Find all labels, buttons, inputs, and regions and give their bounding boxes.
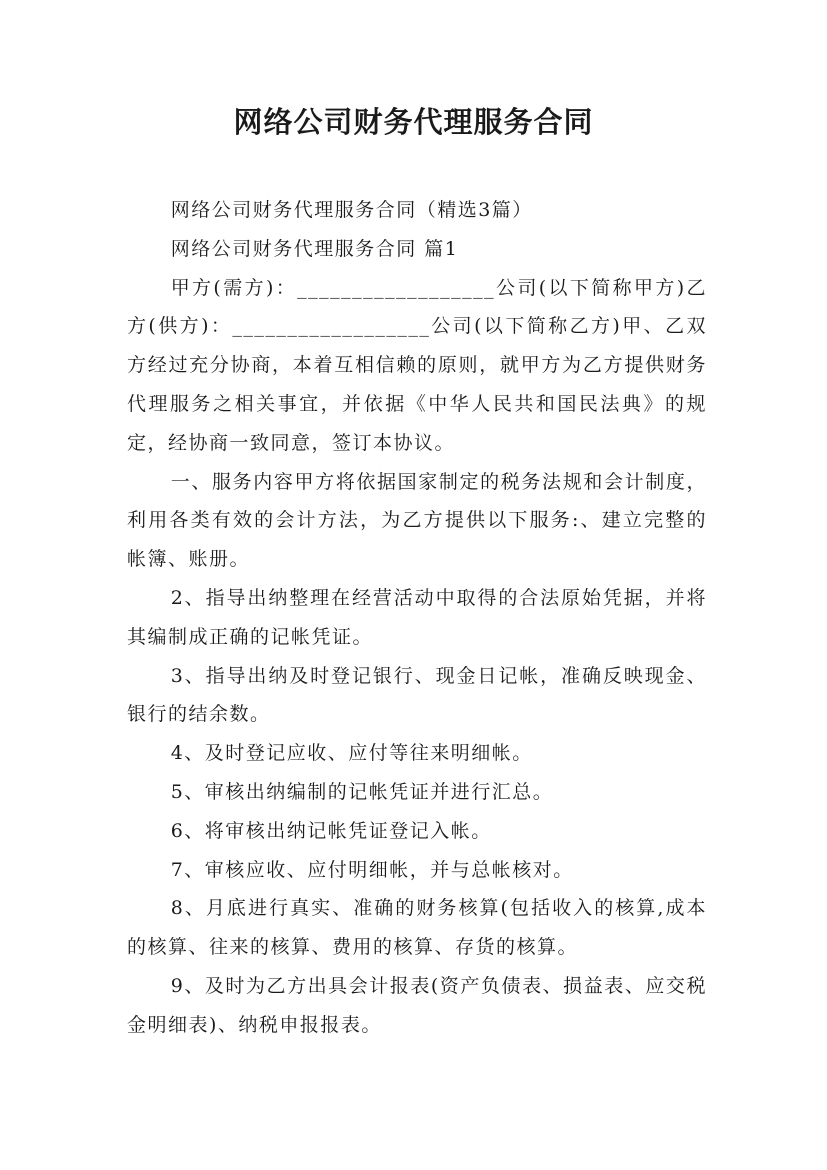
document-body [127, 191, 707, 1045]
paragraph-clause-8: 8、月底进行真实、准确的财务核算(包括收入的核算,成本的核算、往来的核算、费用的核算、存货的核算。 [127, 897, 707, 959]
paragraph-parties: 甲方(需方)：__________________公司(以下简称甲方)乙方(供方)：__________________公司(以下简称乙方)甲、乙双方经过充分协商，本着互相信赖的原则，就甲方为乙方提供财务代理服务之相关事宜，并依据《中华人民共和国民法典》的规定，经协商一致同意，签订本协议。 [127, 276, 707, 454]
paragraph-clause-7: 7、审核应收、应付明细帐，并与总帐核对。 [170, 858, 574, 881]
paragraph-clause-9: 9、及时为乙方出具会计报表(资产负债表、损益表、应交税金明细表)、纳税申报报表。 [127, 974, 707, 1036]
paragraph-clause-3: 3、指导出纳及时登记银行、现金日记帐，准确反映现金、银行的结余数。 [127, 664, 707, 726]
paragraph-clause-6: 6、将审核出纳记帐凭证登记入帐。 [170, 819, 492, 842]
document-title: 网络公司财务代理服务合同 [233, 105, 594, 139]
paragraph-subtitle: 网络公司财务代理服务合同（精选3篇） [170, 199, 533, 221]
paragraph-clause-1: 一、服务内容甲方将依据国家制定的税务法规和会计制度，利用各类有效的会计方法，为乙方提供以下服务:、建立完整的帐簿、账册。 [127, 470, 707, 571]
paragraph-clause-4: 4、及时登记应收、应付等往来明细帐。 [170, 742, 533, 765]
paragraph-clause-5: 5、审核出纳编制的记帐凭证并进行汇总。 [170, 780, 554, 803]
paragraph-section-heading: 网络公司财务代理服务合同 篇1 [170, 237, 459, 260]
paragraph-clause-2: 2、指导出纳整理在经营活动中取得的合法原始凭据，并将其编制成正确的记帐凭证。 [127, 586, 707, 648]
